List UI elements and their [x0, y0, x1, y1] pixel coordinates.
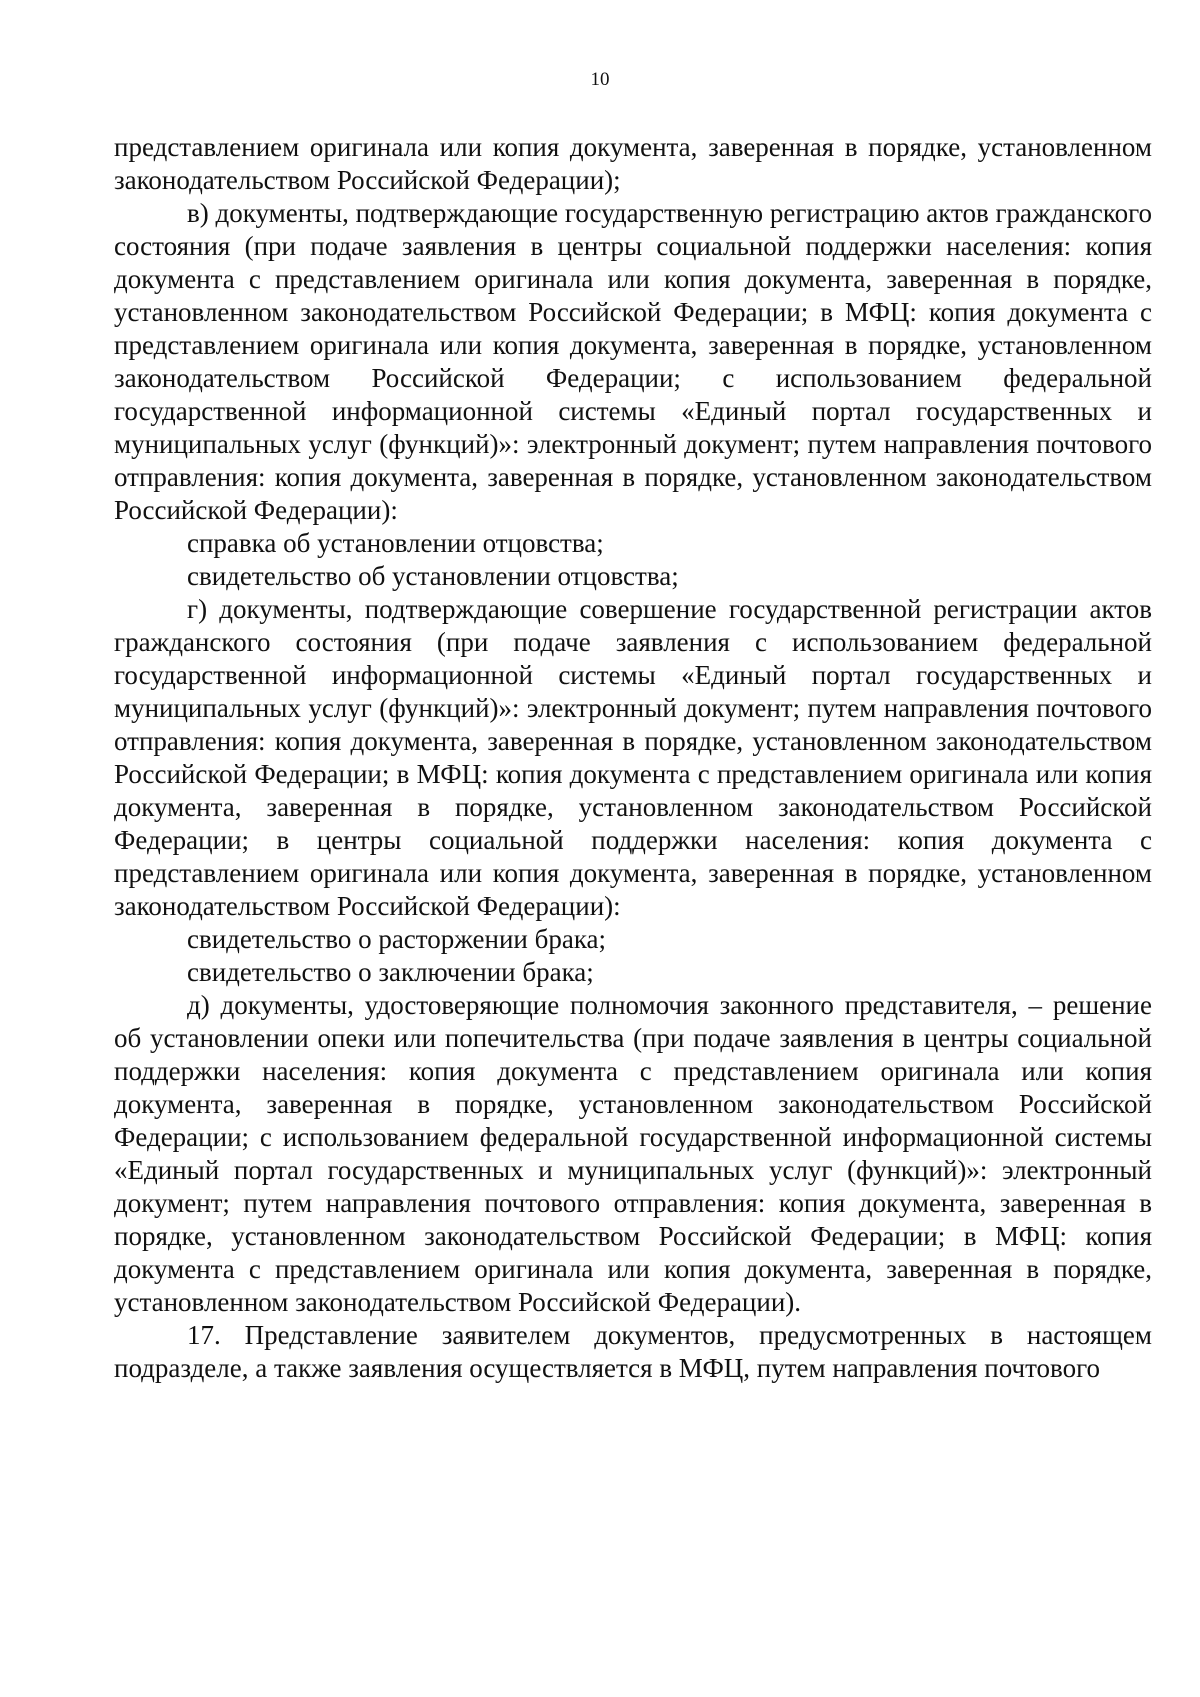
document-body: [114, 131, 1152, 1385]
paragraph-clause-17: 17. Представление заявителем документов, предусмотренных в настоящем подразделе, а также заявления осуществляется в МФЦ, путем направления почтового: [114, 1320, 1152, 1383]
paragraph-item-v: в) документы, подтверждающие государственную регистрацию актов гражданского состояния (при подаче заявления в центры социальной поддержки населения: копия документа с представлением оригинала или копия документа, заверенная в порядке, установленном законодательством Российской Федерации; в МФЦ: копия документа с представлением оригинала или копия документа, заверенная в порядке, установленном законодательством Российской Федерации; с использованием федеральной государственной информационной системы «Единый портал государственных и муниципальных услуг (функций)»: электронный документ; путем направления почтового отправления: копия документа, заверенная в порядке, установленном законодательством Российской Федерации):: [114, 198, 1152, 525]
page-number: 10: [590, 69, 610, 90]
paragraph-continuation: представлением оригинала или копия документа, заверенная в порядке, установленном законодательством Российской Федерации);: [114, 132, 1152, 195]
paragraph-paternity-certificate-note: справка об установлении отцовства;: [187, 528, 604, 558]
paragraph-paternity-certificate: свидетельство об установлении отцовства;: [187, 561, 679, 591]
paragraph-item-g: г) документы, подтверждающие совершение государственной регистрации актов гражданского состояния (при подаче заявления с использованием федеральной государственной информационной системы «Единый портал государственных и муниципальных услуг (функций)»: электронный документ; путем направления почтового отправления: копия документа, заверенная в порядке, установленном законодательством Российской Федерации; в МФЦ: копия документа с представлением оригинала или копия документа, заверенная в порядке, установленном законодательством Российской Федерации; в центры социальной поддержки населения: копия документа с представлением оригинала или копия документа, заверенная в порядке, установленном законодательством Российской Федерации):: [114, 594, 1152, 921]
paragraph-item-d: д) документы, удостоверяющие полномочия законного представителя, – решение об установлении опеки или попечительства (при подаче заявления в центры социальной поддержки населения: копия документа с представлением оригинала или копия документа, заверенная в порядке, установленном законодательством Российской Федерации; с использованием федеральной государственной информационной системы «Единый портал государственных и муниципальных услуг (функций)»: электронный документ; путем направления почтового отправления: копия документа, заверенная в порядке, установленном законодательством Российской Федерации; в МФЦ: копия документа с представлением оригинала или копия документа, заверенная в порядке, установленном законодательством Российской Федерации).: [114, 990, 1152, 1317]
paragraph-marriage-certificate: свидетельство о заключении брака;: [187, 957, 594, 987]
paragraph-divorce-certificate: свидетельство о расторжении брака;: [187, 924, 607, 954]
